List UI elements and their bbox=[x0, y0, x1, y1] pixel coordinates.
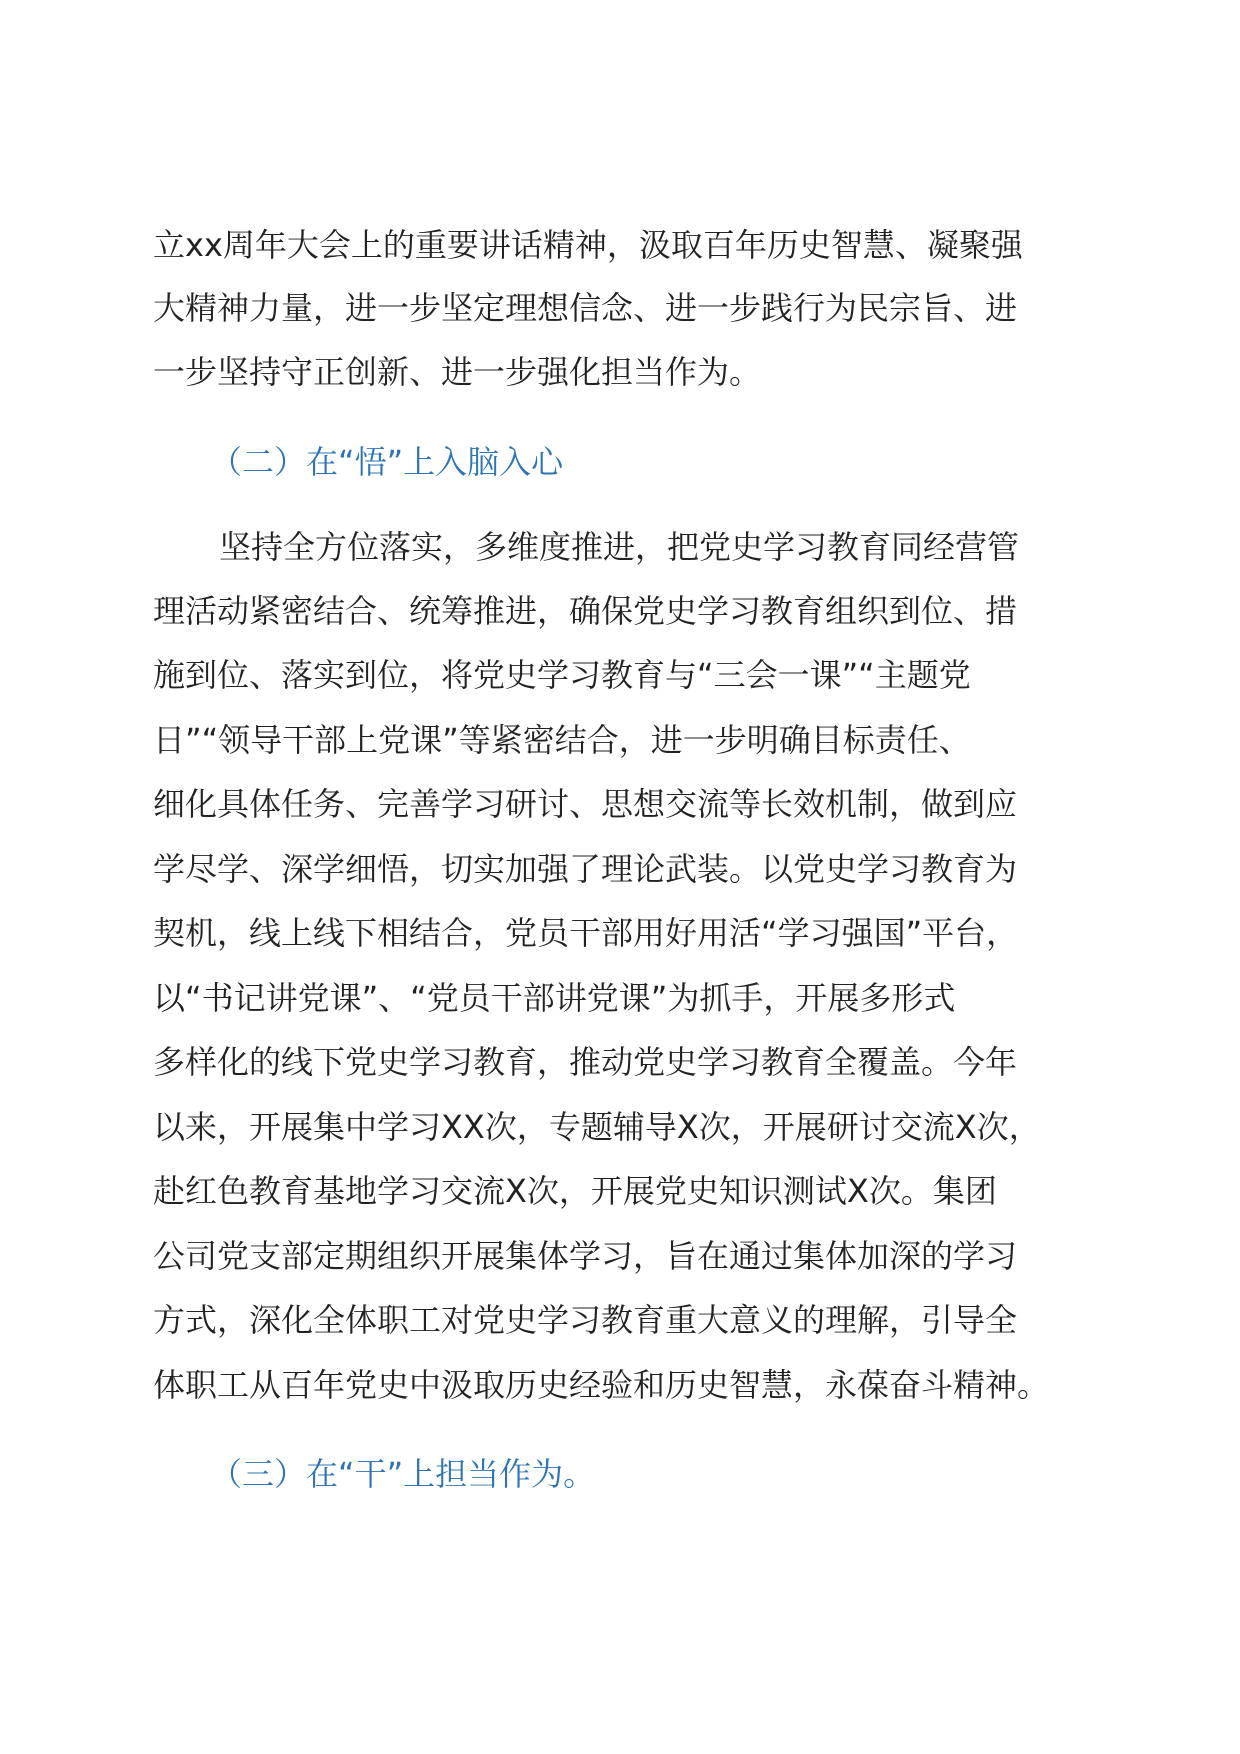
paragraph-2-line-3: 施到位、落实到位，将党史学习教育与“三会一课”“主题党 bbox=[153, 656, 971, 694]
paragraph-2-line-10: 以来，开展集中学习XX次，专题辅导X次，开展研讨交流X次， bbox=[153, 1108, 1041, 1146]
paragraph-2-line-14: 体职工从百年党史中汲取历史经验和历史智慧，永葆奋斗精神。 bbox=[153, 1366, 1050, 1404]
paragraph-2-line-4: 日”“领导干部上党课”等紧密结合，进一步明确目标责任、 bbox=[153, 721, 971, 759]
paragraph-2-line-1: 坚持全方位落实，多维度推进，把党史学习教育同经营管 bbox=[219, 528, 1020, 566]
paragraph-1-line-3: 一步坚持守正创新、进一步强化担当作为。 bbox=[153, 353, 762, 391]
paragraph-2-line-12: 公司党支部定期组织开展集体学习，旨在通过集体加深的学习 bbox=[153, 1237, 1018, 1275]
paragraph-2-line-2: 理活动紧密结合、统筹推进，确保党史学习教育组织到位、措 bbox=[153, 592, 1018, 630]
paragraph-1-line-2: 大精神力量，进一步坚定理想信念、进一步践行为民宗旨、进 bbox=[153, 289, 1018, 327]
paragraph-2-line-9: 多样化的线下党史学习教育，推动党史学习教育全覆盖。今年 bbox=[153, 1043, 1018, 1081]
section-heading-3: （三）在“干”上担当作为。 bbox=[210, 1455, 596, 1493]
paragraph-2-line-11: 赴红色教育基地学习交流X次，开展党史知识测试X次。集团 bbox=[153, 1172, 997, 1210]
paragraph-2-line-5: 细化具体任务、完善学习研讨、思想交流等长效机制，做到应 bbox=[153, 785, 1018, 823]
paragraph-1-line-1: 立xx周年大会上的重要讲话精神，汲取百年历史智慧、凝聚强 bbox=[153, 226, 1023, 264]
paragraph-2-line-7: 契机，线上线下相结合，党员干部用好用活“学习强国”平台， bbox=[153, 914, 1019, 952]
paragraph-2-line-8: 以“书记讲党课”、“党员干部讲党课”为抓手，开展多形式 bbox=[153, 979, 956, 1017]
paragraph-2-line-6: 学尽学、深学细悟，切实加强了理论武装。以党史学习教育为 bbox=[153, 850, 1018, 888]
section-heading-2: （二）在“悟”上入脑入心 bbox=[210, 443, 564, 481]
paragraph-2-line-13: 方式，深化全体职工对党史学习教育重大意义的理解，引导全 bbox=[153, 1301, 1018, 1339]
